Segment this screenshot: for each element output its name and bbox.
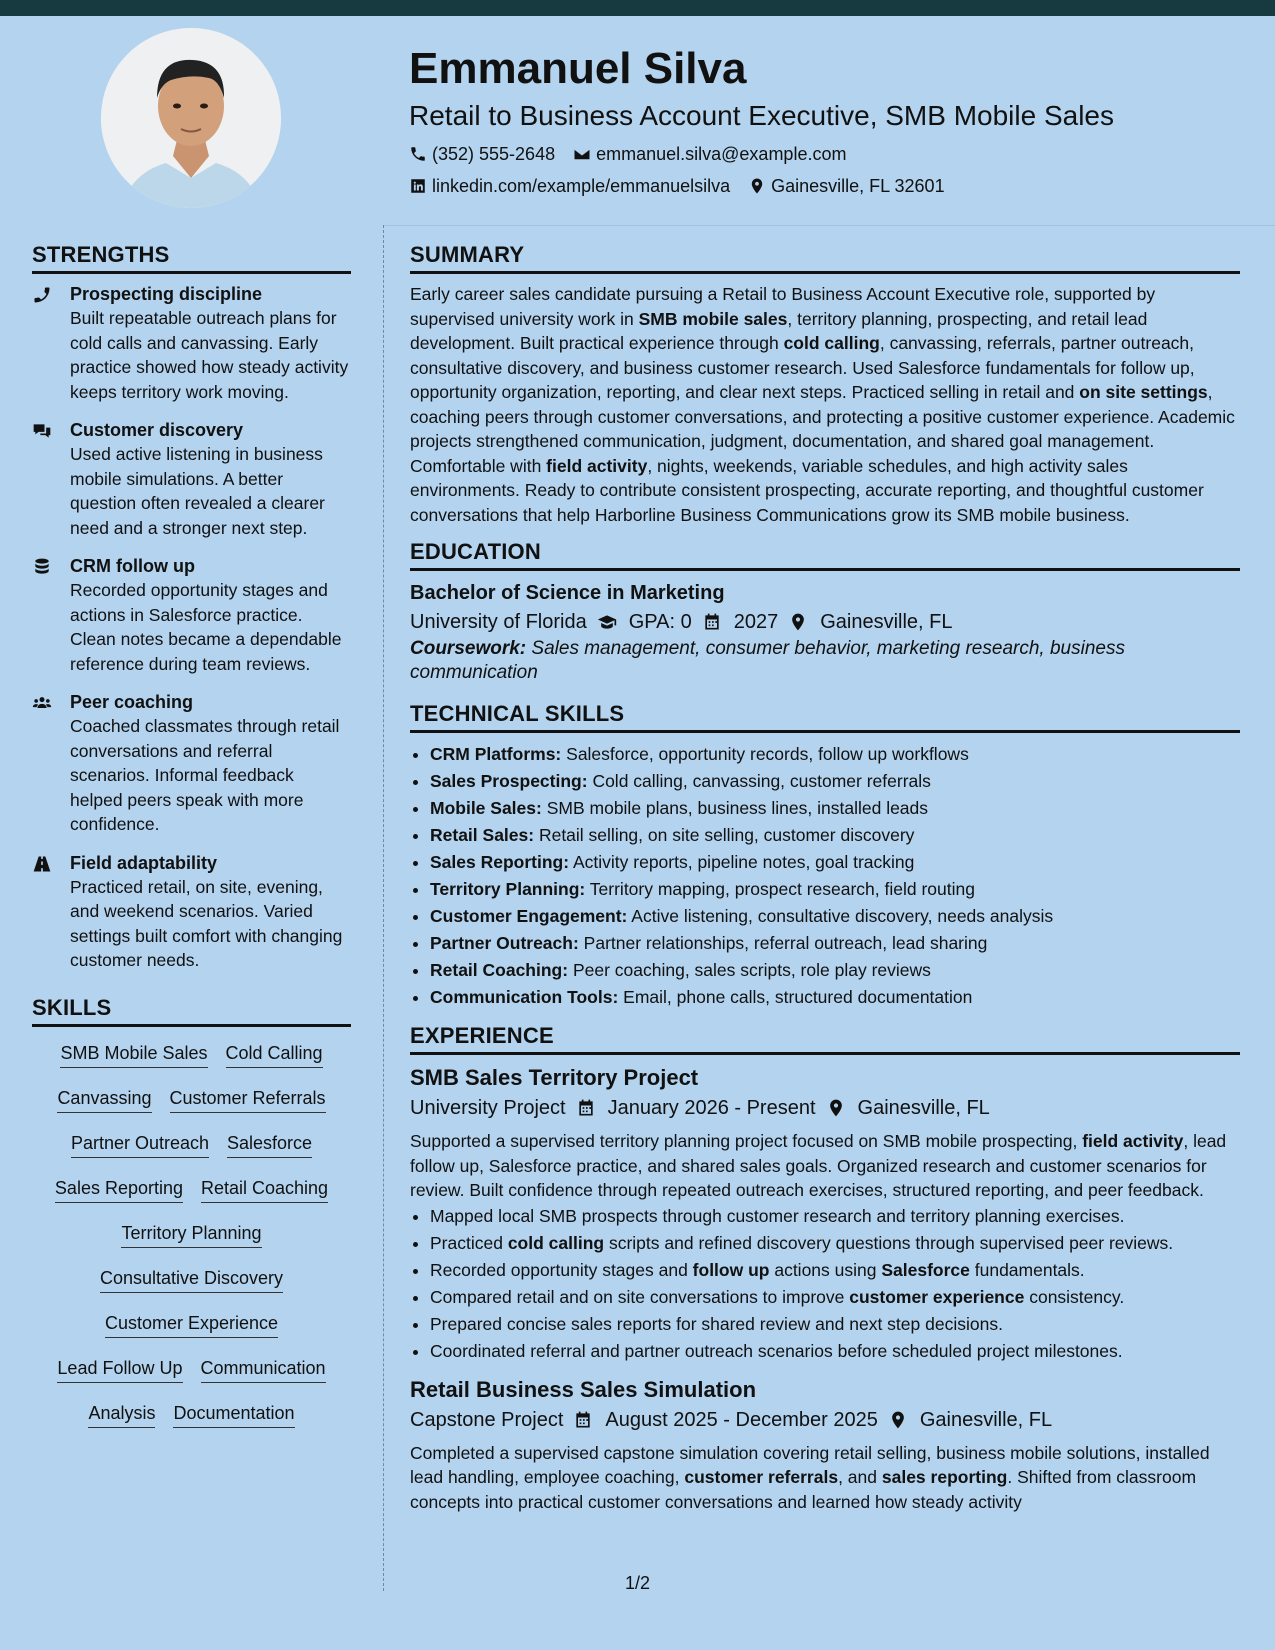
- strength-description: Used active listening in business mobile simulations. A better question often revealed a clearer need and a stronger next step.: [70, 444, 325, 538]
- users-icon: [32, 690, 70, 837]
- technical-skill-value: Activity reports, pipeline notes, goal tracking: [572, 852, 915, 872]
- job-bullet: • Mapped local SMB prospects through customer research and territory planning exercises.: [430, 1203, 1240, 1230]
- right-column: [410, 240, 1240, 1514]
- technical-skill-item: [430, 822, 1240, 849]
- skill-row: [32, 1131, 351, 1176]
- skill-tag: Sales Reporting: [55, 1176, 183, 1203]
- job-organization: Capstone Project: [410, 1408, 564, 1431]
- skill-tag: Consultative Discovery: [100, 1266, 283, 1293]
- education-school: University of Florida: [410, 611, 587, 633]
- phone-icon: [32, 282, 70, 404]
- map-pin-icon: [788, 612, 808, 632]
- experience-item: [410, 1375, 1240, 1515]
- linkedin-icon: [409, 177, 427, 195]
- technical-skill-label: Sales Prospecting:: [430, 771, 588, 791]
- phone-text: (352) 555-2648: [432, 144, 556, 164]
- experience-heading: EXPERIENCE: [410, 1021, 1240, 1055]
- technical-skill-label: Retail Coaching:: [430, 960, 569, 980]
- job-bullet: • Coordinated referral and partner outreach scenarios before scheduled project milestones.: [430, 1338, 1240, 1365]
- linkedin-text: linkedin.com/example/emmanuelsilva: [432, 176, 731, 196]
- technical-skill-value: Email, phone calls, structured documentation: [623, 987, 973, 1007]
- summary-text: Early career sales candidate pursuing a Retail to Business Account Executive role, supported by supervised university work in SMB mobile sales, territory planning, prospecting, and retail lead development. Built practical experience through cold calling, canvassing, referrals, partner outreach, consultative discovery, and business customer research. Used Salesforce fundamentals for follow up, opportunity organization, reporting, and clear next steps. Practiced selling in retail and on site settings, coaching peers through customer conversations, and protecting a positive customer experience. Academic projects strengthened communication, judgment, documentation, and shared goal management. Comfortable with field activity, nights, weekends, variable schedules, and high activity sales environments. Ready to contribute consistent prospecting, accurate reporting, and thoughtful customer conversations that help Harborline Business Communications grow its SMB mobile business.: [410, 284, 1235, 525]
- candidate-title: Retail to Business Account Executive, SMB Mobile Sales: [409, 100, 1115, 131]
- skill-tag: Retail Coaching: [201, 1176, 328, 1203]
- skill-tag: Customer Experience: [105, 1311, 278, 1338]
- calendar-icon: [576, 1098, 596, 1118]
- technical-skill-value: Territory mapping, prospect research, field routing: [589, 879, 975, 899]
- education-location: Gainesville, FL: [820, 611, 953, 633]
- skill-tag: Customer Referrals: [170, 1086, 326, 1113]
- job-title: Retail Business Sales Simulation: [410, 1376, 757, 1402]
- phone-icon: [409, 145, 427, 163]
- skill-row: [32, 1041, 351, 1086]
- technical-skill-label: Mobile Sales:: [430, 798, 542, 818]
- technical-skill-item: [430, 795, 1240, 822]
- skill-tag: Salesforce: [227, 1131, 312, 1158]
- road-icon: [32, 851, 70, 973]
- skill-tag: Cold Calling: [226, 1041, 323, 1068]
- technical-skill-value: Retail selling, on site selling, customer discovery: [538, 825, 915, 845]
- skill-row: [32, 1086, 351, 1131]
- job-bullet: • Practiced cold calling scripts and refined discovery questions through supervised peer reviews.: [430, 1230, 1240, 1257]
- education-gpa: GPA: 0: [628, 611, 692, 633]
- strength-description: Coached classmates through retail conversations and referral scenarios. Informal feedback helped peers speak with more confidence.: [70, 716, 340, 834]
- strength-description: Practiced retail, on site, evening, and weekend scenarios. Varied settings built comfort with changing customer needs.: [70, 876, 343, 970]
- strength-title: Peer coaching: [70, 692, 194, 712]
- header-divider: [383, 225, 1275, 226]
- technical-skill-value: Cold calling, canvassing, customer referrals: [592, 771, 931, 791]
- map-pin-icon: [748, 177, 766, 195]
- technical-skill-item: [430, 984, 1240, 1011]
- job-location: Gainesville, FL: [857, 1097, 990, 1119]
- job-bullet: • Compared retail and on site conversations to improve customer experience consistency.: [430, 1284, 1240, 1311]
- column-divider: [383, 225, 384, 1591]
- job-dates: August 2025 - December 2025: [605, 1408, 878, 1431]
- technical-skill-item: [430, 930, 1240, 957]
- skill-tag: Territory Planning: [121, 1221, 261, 1248]
- job-meta: [410, 1405, 1240, 1435]
- skill-tag: Lead Follow Up: [57, 1356, 182, 1383]
- job-dates: January 2026 - Present: [607, 1097, 816, 1119]
- technical-skill-item: [430, 957, 1240, 984]
- technical-skill-value: Active listening, consultative discovery, needs analysis: [631, 906, 1054, 926]
- coursework-label: Coursework:: [410, 638, 527, 659]
- coursework-text: Sales management, consumer behavior, marketing research, business communication: [410, 638, 1125, 683]
- education-year: 2027: [733, 611, 779, 633]
- skill-tag: Partner Outreach: [71, 1131, 209, 1158]
- technical-skills-heading: TECHNICAL SKILLS: [410, 699, 1240, 733]
- skills-heading: SKILLS: [32, 993, 351, 1027]
- skills-list: [32, 1035, 351, 1446]
- profile-photo: [101, 28, 281, 208]
- strength-item: [32, 851, 351, 973]
- skill-row: [32, 1356, 351, 1401]
- resume-header: [409, 40, 1249, 198]
- left-column: [32, 240, 351, 1446]
- skill-row: [32, 1401, 351, 1446]
- strength-description: Built repeatable outreach plans for cold calls and canvassing. Early practice showed how steady activity keeps territory work moving.: [70, 308, 349, 402]
- education-degree: Bachelor of Science in Marketing: [410, 582, 725, 604]
- skill-row: [32, 1311, 351, 1356]
- technical-skill-label: Territory Planning:: [430, 879, 586, 899]
- technical-skill-item: [430, 741, 1240, 768]
- technical-skills-list: [410, 741, 1240, 1011]
- strength-item: [32, 690, 351, 837]
- calendar-icon: [702, 612, 722, 632]
- technical-skill-label: CRM Platforms:: [430, 744, 562, 764]
- job-title: SMB Sales Territory Project: [410, 1065, 699, 1090]
- technical-skill-label: Sales Reporting:: [430, 852, 570, 872]
- top-bar: [0, 0, 1275, 16]
- skill-row: [32, 1266, 351, 1311]
- technical-skill-label: Communication Tools:: [430, 987, 619, 1007]
- job-location: Gainesville, FL: [919, 1408, 1053, 1431]
- job-organization: University Project: [410, 1097, 566, 1119]
- experience-list: [410, 1063, 1240, 1514]
- technical-skill-label: Retail Sales:: [430, 825, 535, 845]
- contact-row-2: [409, 174, 1249, 198]
- technical-skill-label: Partner Outreach:: [430, 933, 579, 953]
- technical-skill-item: [430, 876, 1240, 903]
- location-text: Gainesville, FL 32601: [771, 176, 945, 196]
- strength-title: Field adaptability: [70, 852, 218, 873]
- email-text: emmanuel.silva@example.com: [596, 144, 847, 164]
- skill-tag: SMB Mobile Sales: [60, 1041, 207, 1068]
- strength-title: Customer discovery: [70, 420, 244, 440]
- strength-title: Prospecting discipline: [70, 284, 263, 304]
- education-heading: EDUCATION: [410, 537, 1240, 571]
- strength-item: [32, 554, 351, 676]
- phone-contact[interactable]: [409, 142, 555, 166]
- technical-skill-value: Peer coaching, sales scripts, role play reviews: [572, 960, 931, 980]
- technical-skill-label: Customer Engagement:: [430, 906, 628, 926]
- email-contact[interactable]: [573, 142, 846, 166]
- job-bullet: • Recorded opportunity stages and follow up actions using Salesforce fundamentals.: [430, 1257, 1240, 1284]
- experience-item: [410, 1063, 1240, 1365]
- profile-photo-image: [101, 28, 281, 208]
- graduation-cap-icon: [597, 612, 617, 632]
- education-coursework: [410, 637, 1240, 685]
- strength-item: [32, 418, 351, 540]
- strength-description: Recorded opportunity stages and actions in Salesforce practice. Clean notes became a dependable reference during team reviews.: [70, 580, 342, 674]
- skill-row: [32, 1221, 351, 1266]
- technical-skill-value: Salesforce, opportunity records, follow up workflows: [566, 744, 969, 764]
- job-bullets: [410, 1203, 1240, 1365]
- chat-icon: [32, 418, 70, 540]
- map-pin-icon: [826, 1098, 846, 1118]
- technical-skill-item: [430, 768, 1240, 795]
- technical-skill-value: SMB mobile plans, business lines, installed leads: [546, 798, 929, 818]
- technical-skill-item: [430, 903, 1240, 930]
- candidate-name: Emmanuel Silva: [409, 44, 747, 93]
- map-pin-icon: [888, 1410, 908, 1430]
- strengths-list: [32, 282, 351, 973]
- calendar-icon: [573, 1410, 593, 1430]
- strength-item: [32, 282, 351, 404]
- skill-tag: Canvassing: [57, 1086, 151, 1113]
- strength-title: CRM follow up: [70, 556, 195, 576]
- skill-tag: Communication: [201, 1356, 326, 1383]
- skill-tag: Analysis: [88, 1401, 155, 1428]
- skill-tag: Documentation: [173, 1401, 294, 1428]
- education-meta: [410, 607, 1240, 637]
- strengths-heading: STRENGTHS: [32, 240, 351, 274]
- job-summary: Completed a supervised capstone simulation covering retail selling, business mobile solutions, installed lead handling, employee coaching, customer referrals, and sales reporting. Shifted from classroom concepts into practical customer conversations and learned how steady activity: [410, 1442, 1210, 1512]
- skill-row: [32, 1176, 351, 1221]
- contact-row-1: [409, 142, 1249, 166]
- database-icon: [32, 554, 70, 676]
- summary-heading: SUMMARY: [410, 240, 1240, 274]
- location-contact: [748, 174, 944, 198]
- job-summary: Supported a supervised territory planning project focused on SMB mobile prospecting, field activity, lead follow up, Salesforce practice, and shared sales goals. Organized research and customer scenarios for review. Built confidence through repeated outreach exercises, structured reporting, and peer feedback.: [410, 1131, 1227, 1200]
- technical-skill-value: Partner relationships, referral outreach, lead sharing: [583, 933, 988, 953]
- job-bullet: • Prepared concise sales reports for shared review and next step decisions.: [430, 1311, 1240, 1338]
- job-meta: [410, 1093, 1240, 1123]
- linkedin-contact[interactable]: [409, 174, 730, 198]
- envelope-icon: [573, 145, 591, 163]
- technical-skill-item: [430, 849, 1240, 876]
- page-number: 1/2: [624, 1573, 651, 1593]
